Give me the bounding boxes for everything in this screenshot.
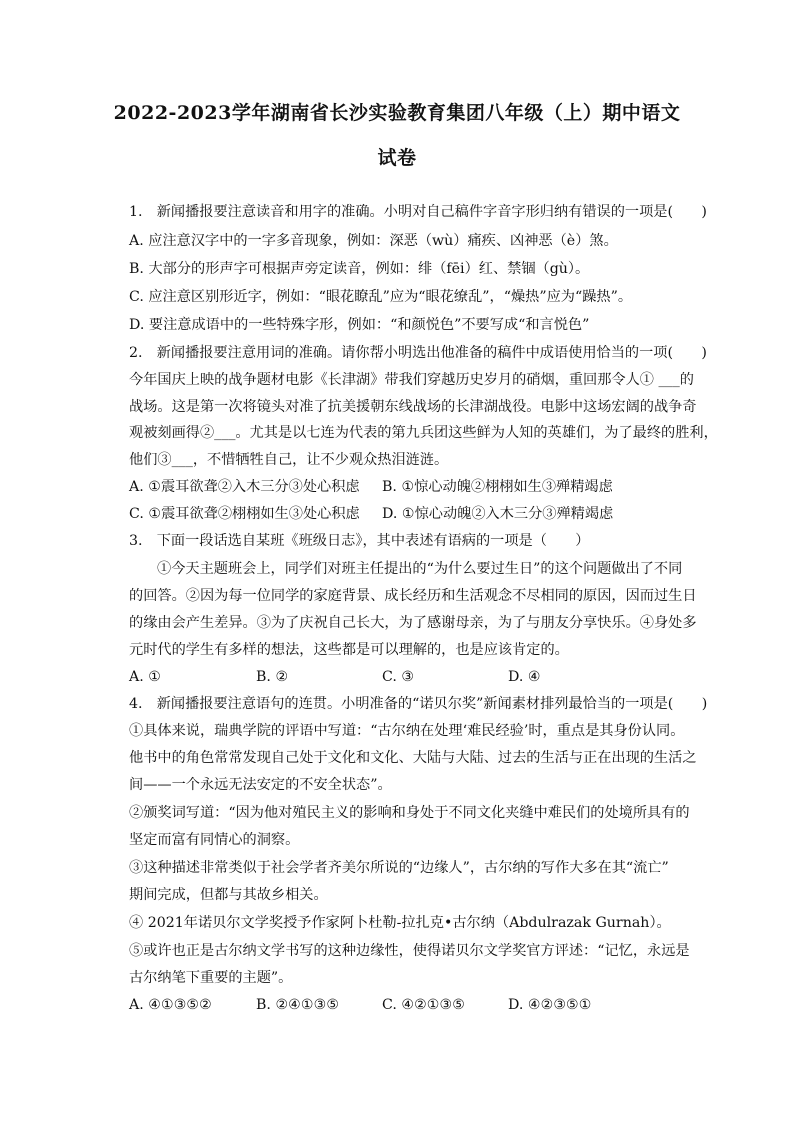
- question-3-passage-line: 元时代的学生有多样的想法，这些都是可以理解的，也是应该肯定的。: [129, 642, 569, 658]
- question-4-sentence-line: 他书中的角色常常发现自己处于文化和文化、大陆与大陆、过去的生活与正在出现的生活之: [129, 750, 697, 766]
- question-1-option-a: A. 应注意汉字中的一字多音现象，例如：深恶（wù）痛疾、凶神恶（è）煞。: [129, 233, 618, 249]
- question-2-passage-line: 战场。这是第一次将镜头对准了抗美援朝东线战场的长津湖战役。电影中这场宏阔的战争奇: [129, 399, 697, 415]
- question-1-stem: 1. 新闻播报要注意读音和用字的准确。小明对自己稿件字音字形归纳有错误的一项是( ): [129, 204, 707, 220]
- question-3-option-d: D. ④: [508, 669, 541, 685]
- question-2-stem: 2. 新闻播报要注意用词的准确。请你帮小明选出他准备的稿件中成语使用恰当的一项( ): [129, 345, 707, 361]
- question-3-option-a: A. ①: [129, 669, 161, 685]
- question-3-passage-line: 的缘由会产生差异。③为了庆祝自己长大，为了感谢母亲，为了与朋友分享快乐。④身处多: [129, 615, 697, 631]
- exam-title-line-1: 2022-2023学年湖南省长沙实验教育集团八年级（上）期中语文: [113, 102, 681, 124]
- question-4-option-a: A. ④①③⑤②: [129, 997, 212, 1013]
- question-3-passage-line: 的回答。②因为每一位同学的家庭背景、成长经历和生活观念不尽相同的原因，因而过生日: [129, 588, 697, 604]
- exam-title-line-2: 试卷: [377, 147, 417, 169]
- question-4-sentence-line: 古尔纳笔下重要的主题”。: [129, 970, 293, 986]
- question-4-sentence-line: ④ 2021年诺贝尔文学奖授予作家阿卜杜勒-拉扎克•古尔纳（Abdulrazak Gurnah）。: [129, 915, 671, 931]
- question-3-option-b: B. ②: [256, 669, 289, 685]
- question-4-sentence-line: 坚定而富有同情心的洞察。: [129, 832, 300, 848]
- question-4-option-b: B. ②④①③⑤: [256, 997, 340, 1013]
- question-4-sentence-line: ③这种描述非常类似于社会学者齐美尔所说的“边缘人”，古尔纳的写作大多在其“流亡”: [129, 860, 669, 876]
- question-3-option-c: C. ③: [382, 669, 415, 685]
- question-4-sentence-line: ②颁奖词写道：“因为他对殖民主义的影响和身处于不同文化夹缝中难民们的处境所具有的: [129, 805, 690, 821]
- question-2-option-d: D. ①惊心动魄②入木三分③殚精竭虑: [382, 506, 614, 522]
- question-4-option-c: C. ④②①③⑤: [382, 997, 465, 1013]
- question-4-sentence-line: ⑤或许也正是古尔纳文学书写的这种边缘性，使得诺贝尔文学奖官方评述：“记忆，永远是: [129, 943, 690, 959]
- question-2-option-c: C. ①震耳欲聋②栩栩如生③处心积虑: [129, 506, 360, 522]
- question-2-passage-line: 观被刻画得②___。尤其是以七连为代表的第九兵团这些鲜为人知的英雄们，为了最终的胜利，: [129, 425, 718, 441]
- question-1-option-b: B. 大部分的形声字可根据声旁定读音，例如：绯（fēi）红、禁锢（gù）。: [129, 261, 590, 277]
- question-2-option-b: B. ①惊心动魄②栩栩如生③殚精竭虑: [382, 479, 613, 495]
- question-4-sentence-line: ①具体来说，瑞典学院的评语中写道：“古尔纳在处理‘难民经验’时，重点是其身份认同。: [129, 723, 685, 739]
- question-4-stem: 4. 新闻播报要注意语句的连贯。小明准备的“诺贝尔奖”新闻素材排列最恰当的一项是( ): [129, 696, 708, 712]
- question-1-option-c: C. 应注意区别形近字，例如：“眼花瞭乱”应为“眼花缭乱”，“燥热”应为“躁热”。: [129, 289, 633, 305]
- question-4-sentence-line: 期间完成，但都与其故乡相关。: [129, 887, 328, 903]
- question-2-passage-line: 他们③___，不惜牺牲自己，让不少观众热泪涟涟。: [129, 452, 449, 468]
- question-1-option-d: D. 要注意成语中的一些特殊字形，例如：“和颜悦色”不要写成“和言悦色”: [129, 317, 590, 333]
- question-4-sentence-line: 间——一个永远无法安定的不安全状态”。: [129, 777, 392, 793]
- question-2-passage-line: 今年国庆上映的战争题材电影《长津湖》带我们穿越历史岁月的硝烟，重回那令人① ___的: [129, 372, 694, 388]
- question-4-option-d: D. ④②③⑤①: [508, 997, 592, 1013]
- question-3-passage-line: ①今天主题班会上，同学们对班主任提出的“为什么要过生日”的这个问题做出了不同: [157, 561, 683, 577]
- question-2-option-a: A. ①震耳欲聋②入木三分③处心积虑: [129, 479, 360, 495]
- question-3-stem: 3. 下面一段话选自某班《班级日志》，其中表述有语病的一项是（ ）: [129, 533, 590, 549]
